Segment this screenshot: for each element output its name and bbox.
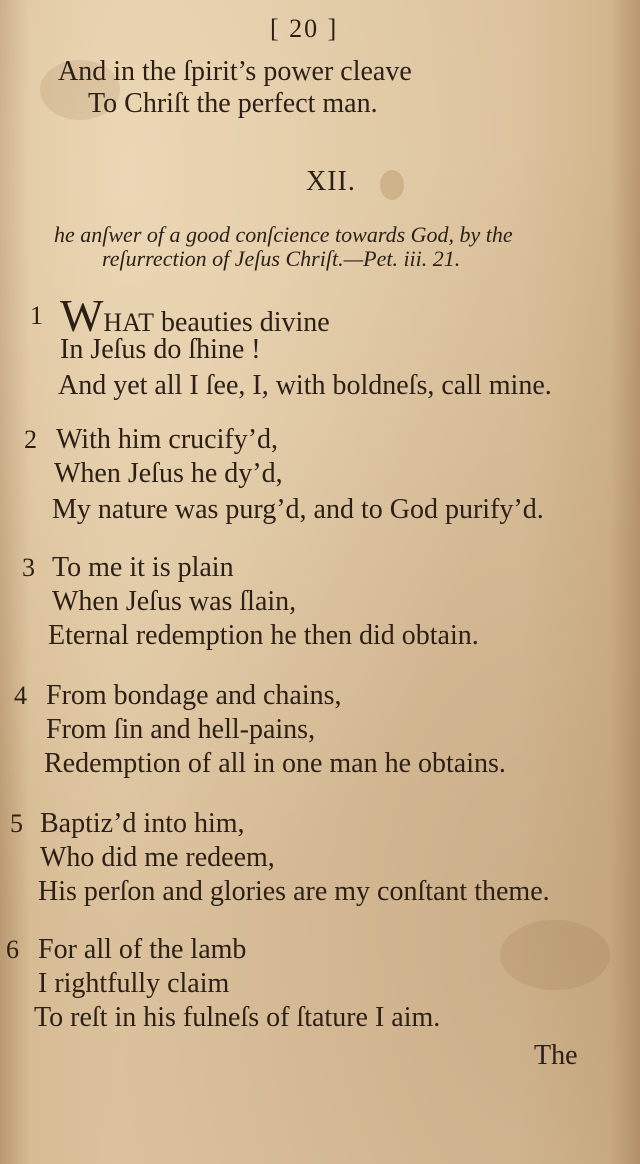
stanza-6-line-1: For all of the lamb <box>38 934 247 965</box>
stanza-3-line-3: Eternal redemption he then did obtain. <box>48 620 479 651</box>
intro-line-2-text: To Chriſt the perfect man. <box>88 88 378 119</box>
stanza-number: 6 <box>6 935 19 964</box>
stanza-number: 1 <box>30 301 43 330</box>
stanza-6-line-3: To reſt in his fulneſs of ſtature I aim. <box>34 1002 441 1033</box>
first-line-tail: beauties divine <box>153 307 330 338</box>
stanza-4-line-2: From ſin and hell-pains, <box>46 714 316 745</box>
stanza-number: 4 <box>14 681 27 710</box>
stanza-2-line-2: When Jeſus he dy’d, <box>54 458 283 489</box>
page-header: [ 20 ] <box>270 14 339 43</box>
stanza-3-line-1: To me it is plain <box>52 552 234 583</box>
catchword: The <box>534 1040 578 1071</box>
drop-cap: W <box>60 290 104 341</box>
scripture-line-2: reſurrection of Jeſus Chriſt.—Pet. iii. 21. <box>102 246 461 271</box>
intro-line-1: And in the ſpirit’s power cleave <box>58 56 412 87</box>
stanza-2-line-1: With him crucify’d, <box>56 424 279 455</box>
scripture-line-1: he anſwer of a good conſcience towards God, by the <box>54 222 513 247</box>
stanza-3-line-2: When Jeſus was ſlain, <box>52 586 297 617</box>
paper-stain <box>500 920 610 990</box>
stanza-5-line-2: Who did me redeem, <box>40 842 275 873</box>
stanza-5-line-3: His perſon and glories are my conſtant theme. <box>38 876 550 907</box>
stanza-5-line-1: Baptiz’d into him, <box>40 808 245 839</box>
stanza-number: 3 <box>22 553 35 582</box>
stanza-4-line-3: Redemption of all in one man he obtains. <box>44 748 506 779</box>
stanza-number: 2 <box>24 425 37 454</box>
stanza-2-line-3: My nature was purg’d, and to God purify’d. <box>52 494 544 525</box>
stanza-1-line-3: And yet all I ſee, I, with boldneſs, call mine. <box>58 370 552 401</box>
paper-stain <box>380 170 404 200</box>
intro-line-2 <box>88 88 378 120</box>
stanza-number: 5 <box>10 809 23 838</box>
stanza-6-line-2: I rightfully claim <box>38 968 230 999</box>
small-caps: HAT <box>103 308 154 337</box>
hymn-number: XII. <box>306 166 356 197</box>
stanza-4-line-1: From bondage and chains, <box>46 680 342 711</box>
stanza-1-line-2: In Jeſus do ſhine ! <box>60 334 261 365</box>
